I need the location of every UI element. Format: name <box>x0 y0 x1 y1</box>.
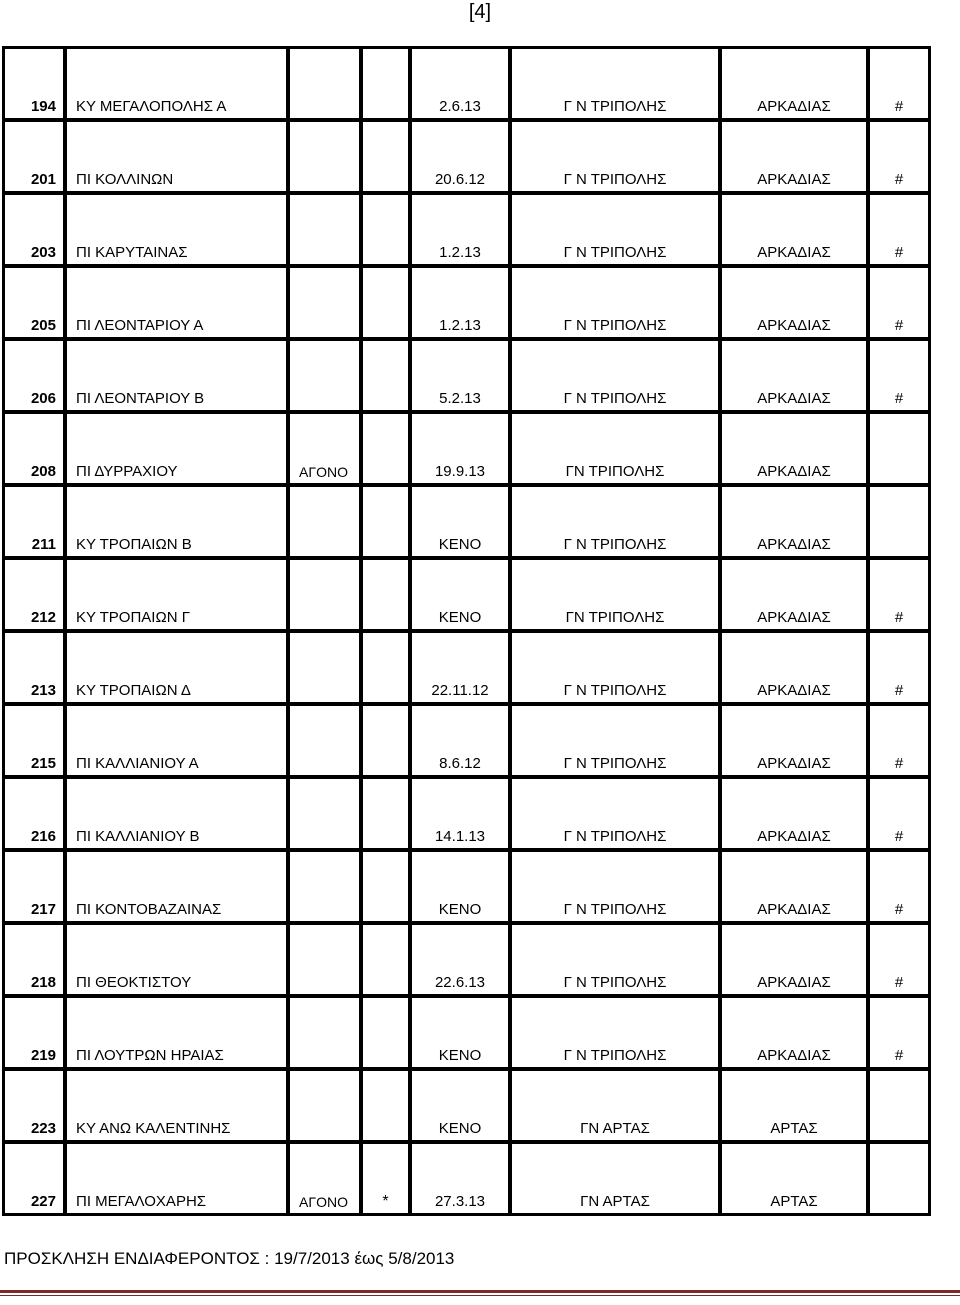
row-prefecture: ΑΡΚΑΔΙΑΣ <box>721 632 869 705</box>
table-row <box>4 559 931 632</box>
row-star <box>362 1070 411 1143</box>
row-code: 223 <box>4 1070 66 1143</box>
row-code: 215 <box>4 705 66 778</box>
row-note <box>289 997 362 1070</box>
row-prefecture: ΑΡΚΑΔΙΑΣ <box>721 194 869 267</box>
row-note: ΑΓΟΝΟ <box>289 1143 362 1216</box>
row-name: ΠΙ ΔΥΡΡΑΧΙΟΥ <box>66 413 289 486</box>
row-note: ΑΓΟΝΟ <box>289 413 362 486</box>
row-code: 206 <box>4 340 66 413</box>
row-star <box>362 559 411 632</box>
row-date: ΚΕΝΟ <box>411 486 511 559</box>
row-star <box>362 705 411 778</box>
row-mark <box>869 1143 931 1216</box>
page-number: [4] <box>468 1 492 23</box>
row-code: 216 <box>4 778 66 851</box>
row-prefecture: ΑΡΚΑΔΙΑΣ <box>721 559 869 632</box>
row-note <box>289 121 362 194</box>
vacancies-table <box>2 46 931 1216</box>
footer-rule-thin <box>0 1295 960 1296</box>
row-star <box>362 486 411 559</box>
row-authority: Γ Ν ΤΡΙΠΟΛΗΣ <box>511 486 721 559</box>
row-prefecture: ΑΡΚΑΔΙΑΣ <box>721 778 869 851</box>
row-star <box>362 924 411 997</box>
row-code: 208 <box>4 413 66 486</box>
row-note <box>289 632 362 705</box>
row-name: ΠΙ ΚΟΛΛΙΝΩΝ <box>66 121 289 194</box>
row-name: ΠΙ ΛΕΟΝΤΑΡΙΟΥ Β <box>66 340 289 413</box>
row-note <box>289 924 362 997</box>
row-prefecture: ΑΡΚΑΔΙΑΣ <box>721 48 869 121</box>
row-note <box>289 1070 362 1143</box>
table-row <box>4 194 931 267</box>
row-prefecture: ΑΡΚΑΔΙΑΣ <box>721 997 869 1070</box>
table-row <box>4 1143 931 1216</box>
row-authority: Γ Ν ΤΡΙΠΟΛΗΣ <box>511 48 721 121</box>
row-prefecture: ΑΡΚΑΔΙΑΣ <box>721 267 869 340</box>
table-row <box>4 413 931 486</box>
row-mark: # <box>869 924 931 997</box>
row-mark: # <box>869 632 931 705</box>
row-note <box>289 486 362 559</box>
row-name: ΠΙ ΘΕΟΚΤΙΣΤΟΥ <box>66 924 289 997</box>
row-prefecture: ΑΡΚΑΔΙΑΣ <box>721 486 869 559</box>
row-prefecture: ΑΡΤΑΣ <box>721 1143 869 1216</box>
row-star <box>362 851 411 924</box>
table-row <box>4 486 931 559</box>
row-name: ΠΙ ΚΑΛΛΙΑΝΙΟΥ Α <box>66 705 289 778</box>
row-date: ΚΕΝΟ <box>411 559 511 632</box>
row-authority: Γ Ν ΤΡΙΠΟΛΗΣ <box>511 778 721 851</box>
row-date: 2.6.13 <box>411 48 511 121</box>
table-row <box>4 851 931 924</box>
row-date: 22.11.12 <box>411 632 511 705</box>
row-prefecture: ΑΡΚΑΔΙΑΣ <box>721 340 869 413</box>
table-row <box>4 997 931 1070</box>
row-authority: Γ Ν ΤΡΙΠΟΛΗΣ <box>511 851 721 924</box>
table-row <box>4 121 931 194</box>
row-mark: # <box>869 705 931 778</box>
row-name: ΚΥ ΜΕΓΑΛΟΠΟΛΗΣ Α <box>66 48 289 121</box>
row-star <box>362 48 411 121</box>
row-authority: ΓΝ ΑΡΤΑΣ <box>511 1070 721 1143</box>
row-code: 212 <box>4 559 66 632</box>
row-name: ΠΙ ΛΟΥΤΡΩΝ ΗΡΑΙΑΣ <box>66 997 289 1070</box>
row-authority: Γ Ν ΤΡΙΠΟΛΗΣ <box>511 121 721 194</box>
row-mark: # <box>869 121 931 194</box>
table-body <box>4 48 931 1216</box>
table-row <box>4 924 931 997</box>
row-authority: ΓΝ ΑΡΤΑΣ <box>511 1143 721 1216</box>
row-prefecture: ΑΡΚΑΔΙΑΣ <box>721 851 869 924</box>
row-authority: Γ Ν ΤΡΙΠΟΛΗΣ <box>511 194 721 267</box>
footer-text: ΠΡΟΣΚΛΗΣΗ ΕΝΔΙΑΦΕΡΟΝΤΟΣ : 19/7/2013 έως 5/8/2013 <box>4 1249 455 1268</box>
row-mark: # <box>869 194 931 267</box>
row-star: * <box>362 1143 411 1216</box>
row-note <box>289 48 362 121</box>
row-code: 211 <box>4 486 66 559</box>
row-code: 213 <box>4 632 66 705</box>
row-date: 5.2.13 <box>411 340 511 413</box>
row-authority: Γ Ν ΤΡΙΠΟΛΗΣ <box>511 997 721 1070</box>
row-prefecture: ΑΡΚΑΔΙΑΣ <box>721 924 869 997</box>
row-authority: ΓΝ ΤΡΙΠΟΛΗΣ <box>511 559 721 632</box>
footer-rule <box>0 1290 960 1293</box>
row-prefecture: ΑΡΚΑΔΙΑΣ <box>721 413 869 486</box>
row-mark: # <box>869 559 931 632</box>
row-star <box>362 778 411 851</box>
table-row <box>4 705 931 778</box>
row-name: ΚΥ ΤΡΟΠΑΙΩΝ Β <box>66 486 289 559</box>
row-mark <box>869 486 931 559</box>
row-date: 22.6.13 <box>411 924 511 997</box>
table-row <box>4 340 931 413</box>
row-prefecture: ΑΡΤΑΣ <box>721 1070 869 1143</box>
row-date: ΚΕΝΟ <box>411 1070 511 1143</box>
row-note <box>289 559 362 632</box>
row-code: 201 <box>4 121 66 194</box>
row-star <box>362 340 411 413</box>
row-date: 20.6.12 <box>411 121 511 194</box>
row-name: ΠΙ ΚΑΛΛΙΑΝΙΟΥ Β <box>66 778 289 851</box>
row-date: 14.1.13 <box>411 778 511 851</box>
row-star <box>362 194 411 267</box>
row-code: 194 <box>4 48 66 121</box>
row-prefecture: ΑΡΚΑΔΙΑΣ <box>721 121 869 194</box>
row-code: 205 <box>4 267 66 340</box>
row-authority: Γ Ν ΤΡΙΠΟΛΗΣ <box>511 340 721 413</box>
row-authority: Γ Ν ΤΡΙΠΟΛΗΣ <box>511 924 721 997</box>
row-date: 1.2.13 <box>411 194 511 267</box>
row-authority: ΓΝ ΤΡΙΠΟΛΗΣ <box>511 413 721 486</box>
row-name: ΠΙ ΛΕΟΝΤΑΡΙΟΥ Α <box>66 267 289 340</box>
row-name: ΚΥ ΑΝΩ ΚΑΛΕΝΤΙΝΗΣ <box>66 1070 289 1143</box>
row-code: 203 <box>4 194 66 267</box>
row-code: 219 <box>4 997 66 1070</box>
row-mark <box>869 1070 931 1143</box>
row-mark: # <box>869 48 931 121</box>
row-star <box>362 267 411 340</box>
row-mark <box>869 413 931 486</box>
row-authority: Γ Ν ΤΡΙΠΟΛΗΣ <box>511 705 721 778</box>
table-row <box>4 267 931 340</box>
row-date: ΚΕΝΟ <box>411 997 511 1070</box>
row-code: 217 <box>4 851 66 924</box>
row-mark: # <box>869 340 931 413</box>
row-authority: Γ Ν ΤΡΙΠΟΛΗΣ <box>511 632 721 705</box>
row-star <box>362 997 411 1070</box>
row-note <box>289 194 362 267</box>
table-row <box>4 632 931 705</box>
row-mark: # <box>869 267 931 340</box>
row-mark: # <box>869 851 931 924</box>
row-star <box>362 413 411 486</box>
row-name: ΠΙ ΚΑΡΥΤΑΙΝΑΣ <box>66 194 289 267</box>
row-note <box>289 267 362 340</box>
row-code: 227 <box>4 1143 66 1216</box>
row-date: 1.2.13 <box>411 267 511 340</box>
row-note <box>289 851 362 924</box>
row-note <box>289 340 362 413</box>
row-date: 8.6.12 <box>411 705 511 778</box>
row-date: 27.3.13 <box>411 1143 511 1216</box>
row-name: ΚΥ ΤΡΟΠΑΙΩΝ Δ <box>66 632 289 705</box>
row-mark: # <box>869 997 931 1070</box>
row-authority: Γ Ν ΤΡΙΠΟΛΗΣ <box>511 267 721 340</box>
row-star <box>362 121 411 194</box>
row-name: ΠΙ ΚΟΝΤΟΒΑΖΑΙΝΑΣ <box>66 851 289 924</box>
table-row <box>4 48 931 121</box>
row-date: 19.9.13 <box>411 413 511 486</box>
row-note <box>289 778 362 851</box>
row-date: ΚΕΝΟ <box>411 851 511 924</box>
row-prefecture: ΑΡΚΑΔΙΑΣ <box>721 705 869 778</box>
row-name: ΠΙ ΜΕΓΑΛΟΧΑΡΗΣ <box>66 1143 289 1216</box>
row-name: ΚΥ ΤΡΟΠΑΙΩΝ Γ <box>66 559 289 632</box>
row-mark: # <box>869 778 931 851</box>
row-note <box>289 705 362 778</box>
table-row <box>4 778 931 851</box>
table-row <box>4 1070 931 1143</box>
row-code: 218 <box>4 924 66 997</box>
row-star <box>362 632 411 705</box>
